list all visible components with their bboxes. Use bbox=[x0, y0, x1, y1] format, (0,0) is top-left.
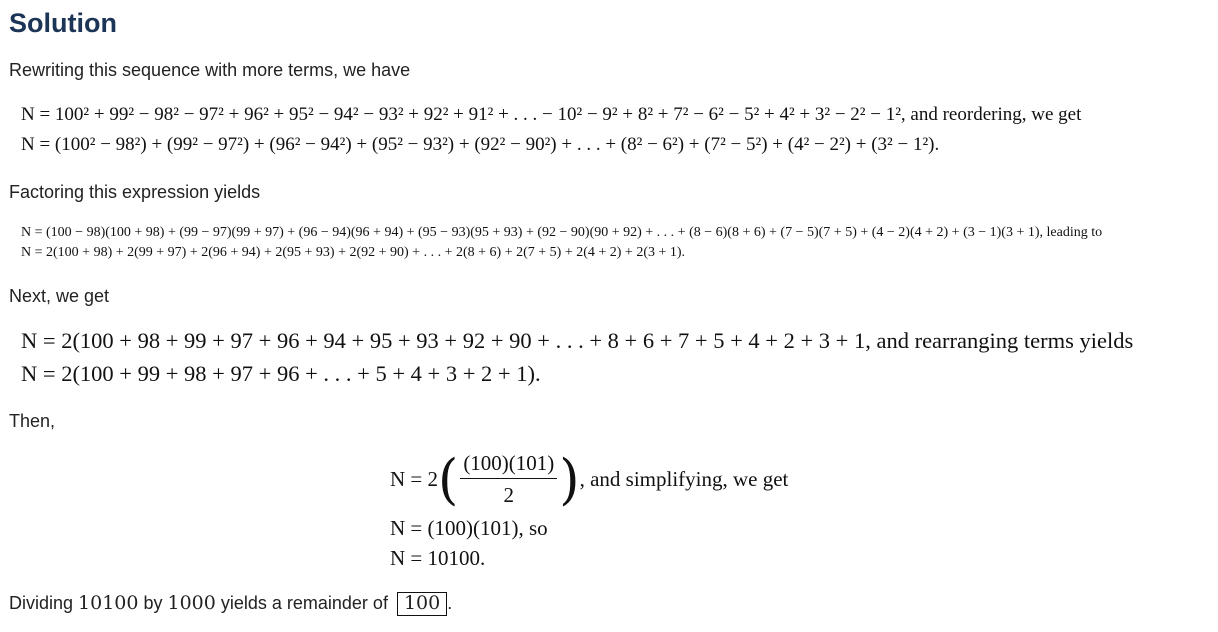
equation-simplified-products: N = 2(100 + 98) + 2(99 + 97) + 2(96 + 94) + 2(95 + 93) + 2(92 + 90) + . . . + 2(8 + 6) + 2(7 + 5) + 2(4 + 2) + 2(3 + 1). bbox=[21, 245, 686, 260]
equation-rearranged-sum: N = 2(100 + 99 + 98 + 97 + 96 + . . . + 5 + 4 + 3 + 2 + 1). bbox=[21, 361, 541, 386]
left-paren: ( bbox=[438, 448, 459, 511]
fraction-lhs: N = 2 bbox=[390, 467, 439, 491]
equation-result: N = 10100. bbox=[390, 546, 486, 570]
final-text-3: yields a remainder of bbox=[215, 593, 393, 613]
then-paragraph: Then, bbox=[9, 411, 56, 431]
right-paren: ) bbox=[559, 448, 580, 511]
final-text-1: Dividing bbox=[9, 593, 79, 613]
final-sentence bbox=[9, 592, 452, 616]
equation-product: N = (100)(101), so bbox=[390, 516, 548, 540]
final-math-dividend: 10100 bbox=[78, 592, 139, 614]
fraction-denominator: 2 bbox=[503, 483, 515, 507]
equation-reordered: N = (100² − 98²) + (99² − 97²) + (96² − 94²) + (95² − 93²) + (92² − 90²) + . . . + (8² − 6²) + (7² − 5²) + (4² − 2²) + (3² − 1²). bbox=[21, 134, 940, 155]
fraction bbox=[460, 451, 557, 508]
intro-paragraph: Rewriting this sequence with more terms, we have bbox=[9, 60, 411, 80]
fraction-after-text: , and simplifying, we get bbox=[579, 467, 789, 491]
factoring-paragraph: Factoring this expression yields bbox=[9, 182, 261, 202]
fraction-numerator: (100)(101) bbox=[460, 451, 557, 479]
equation-fraction bbox=[390, 448, 789, 511]
equation-factored: N = (100 − 98)(100 + 98) + (99 − 97)(99 + 97) + (96 − 94)(96 + 94) + (95 − 93)(95 + 93) + (92 − 90)(90 + 92) + . . . + (8 − 6)(8 + 6) + (7 − 5)(7 + 5) + (4 − 2)(4 + 2) + (3 − 1)(3 + 1), leading to bbox=[21, 225, 1103, 240]
page-title: Solution bbox=[9, 8, 117, 38]
answer-box: 100 bbox=[397, 592, 447, 616]
equation-sum: N = 2(100 + 98 + 99 + 97 + 96 + 94 + 95 + 93 + 92 + 90 + . . . + 8 + 6 + 7 + 5 + 4 + 2 + 3 + 1, and rearranging terms yields bbox=[21, 328, 1134, 353]
final-text-2: by bbox=[138, 593, 168, 613]
next-paragraph: Next, we get bbox=[9, 286, 110, 306]
final-math-divisor: 1000 bbox=[167, 592, 216, 614]
final-text-4: . bbox=[447, 593, 453, 613]
equation-expanded-sequence: N = 100² + 99² − 98² − 97² + 96² + 95² − 94² − 93² + 92² + 91² + . . . − 10² − 9² + 8² + 7² − 6² − 5² + 4² + 3² − 2² − 1², and reordering, we get bbox=[21, 104, 1082, 125]
